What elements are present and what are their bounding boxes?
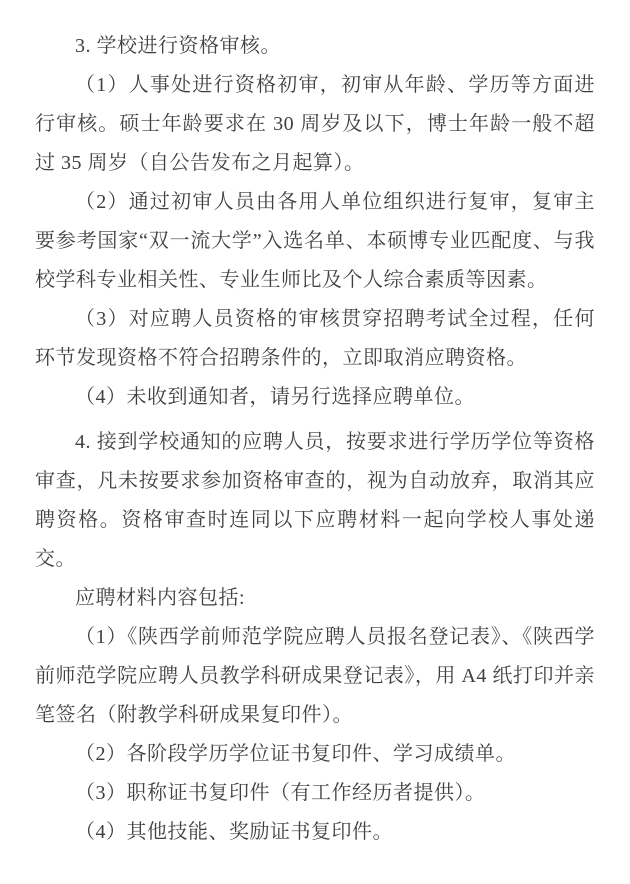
paragraph-item-4: （4）未收到通知者，请另行选择应聘单位。: [75, 386, 475, 408]
paragraph-material-3: （3）职称证书复印件（有工作经历者提供）。: [75, 782, 486, 804]
paragraph-item-1: （1）人事处进行资格初审，初审从年龄、学历等方面进行审核。硕士年龄要求在 30 周岁及以下，博士年龄一般不超过 35 周岁（自公告发布之月起算）。: [35, 74, 595, 174]
paragraph-section-4: 4. 接到学校通知的应聘人员，按要求进行学历学位等资格审查，凡未按要求参加资格审查的，视为自动放弃，取消其应聘资格。资格审查时连同以下应聘材料一起向学校人事处递交。: [35, 431, 595, 570]
paragraph-item-3: （3）对应聘人员资格的审核贯穿招聘考试全过程，任何环节发现资格不符合招聘条件的，立即取消应聘资格。: [35, 308, 595, 369]
paragraph-material-1: （1）《陕西学前师范学院应聘人员报名登记表》、《陕西学前师范学院应聘人员教学科研成果登记表》，用 A4 纸打印并亲笔签名（附教学科研成果复印件）。: [35, 626, 595, 726]
paragraph-material-4: （4）其他技能、奖励证书复印件。: [75, 821, 393, 843]
document-text-block: [35, 27, 595, 852]
paragraph-item-2: （2）通过初审人员由各用人单位组织进行复审，复审主要参考国家“双一流大学”入选名单、本硕博专业匹配度、与我校学科专业相关性、专业生师比及个人综合素质等因素。: [35, 191, 595, 291]
paragraph-section-3-heading: 3. 学校进行资格审核。: [75, 35, 281, 57]
paragraph-material-2: （2）各阶段学历学位证书复印件、学习成绩单。: [75, 743, 516, 765]
paragraph-materials-intro: 应聘材料内容包括:: [75, 587, 246, 609]
